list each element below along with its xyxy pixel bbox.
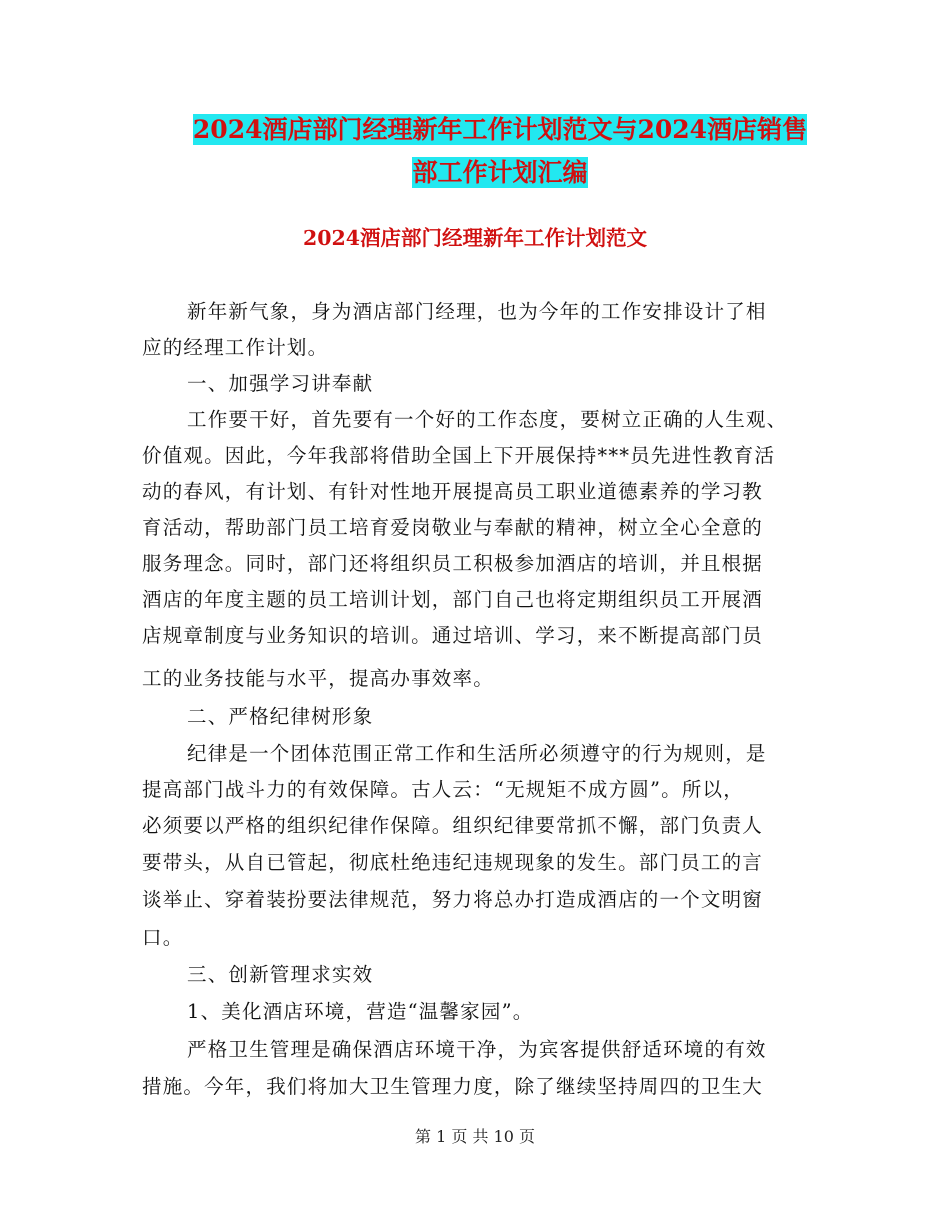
document-title-line-1 [150, 110, 850, 150]
paragraph-line: 工作要干好，首先要有一个好的工作态度，要树立正确的人生观、 [187, 408, 788, 431]
paragraph-line: 育活动，帮助部门员工培育爱岗敬业与奉献的精神，树立全心全意的 [142, 516, 764, 539]
paragraph-line: 服务理念。同时，部门还将组织员工积极参加酒店的培训，并且根据 [142, 552, 764, 575]
paragraph-line: 工的业务技能与水平，提高办事效率。 [142, 667, 494, 690]
paragraph-line: 谈举止、穿着装扮要法律规范，努力将总办打造成酒店的一个文明窗 [142, 888, 764, 911]
paragraph-line: 应的经理工作计划。 [142, 336, 329, 359]
title-highlight: 2024酒店部门经理新年工作计划范文与2024酒店销售 [192, 115, 808, 144]
section-title: 2024酒店部门经理新年工作计划范文 [302, 226, 648, 250]
paragraph-line: 纪律是一个团体范围正常工作和生活所必须遵守的行为规则，是 [187, 742, 767, 765]
section-heading: 三、创新管理求实效 [187, 963, 374, 986]
paragraph-line: 店规章制度与业务知识的培训。通过培训、学习，来不断提高部门员 [142, 624, 764, 647]
title-highlight: 部工作计划汇编 [412, 158, 588, 187]
subsection-heading: 1、美化酒店环境，营造“温馨家园”。 [187, 1000, 534, 1023]
paragraph-line: 措施。今年，我们将加大卫生管理力度，除了继续坚持周四的卫生大 [142, 1075, 764, 1098]
section-heading: 二、严格纪律树形象 [187, 705, 374, 728]
paragraph-line: 要带头，从自已管起，彻底杜绝违纪违规现象的发生。部门员工的言 [142, 851, 764, 874]
paragraph-line: 提高部门战斗力的有效保障。古人云：“无规矩不成方圆”。所以， [142, 778, 744, 801]
paragraph-line: 酒店的年度主题的员工培训计划，部门自己也将定期组织员工开展酒 [142, 588, 764, 611]
paragraph-line: 口。 [142, 926, 184, 949]
paragraph-line: 必须要以严格的组织纪律作保障。组织纪律要常抓不懈，部门负责人 [142, 814, 764, 837]
paragraph-line: 严格卫生管理是确保酒店环境干净，为宾客提供舒适环境的有效 [187, 1038, 767, 1061]
paragraph-line: 新年新气象，身为酒店部门经理，也为今年的工作安排设计了相 [187, 300, 767, 323]
document-title-line-2 [150, 153, 850, 193]
paragraph-line: 动的春风，有计划、有针对性地开展提高员工职业道德素养的学习教 [142, 480, 764, 503]
page-number: 第 1 页 共 10 页 [415, 1127, 535, 1146]
paragraph-line: 价值观。因此，今年我部将借助全国上下开展保持***员先进性教育活 [142, 444, 776, 467]
section-heading: 一、加强学习讲奉献 [187, 372, 374, 395]
